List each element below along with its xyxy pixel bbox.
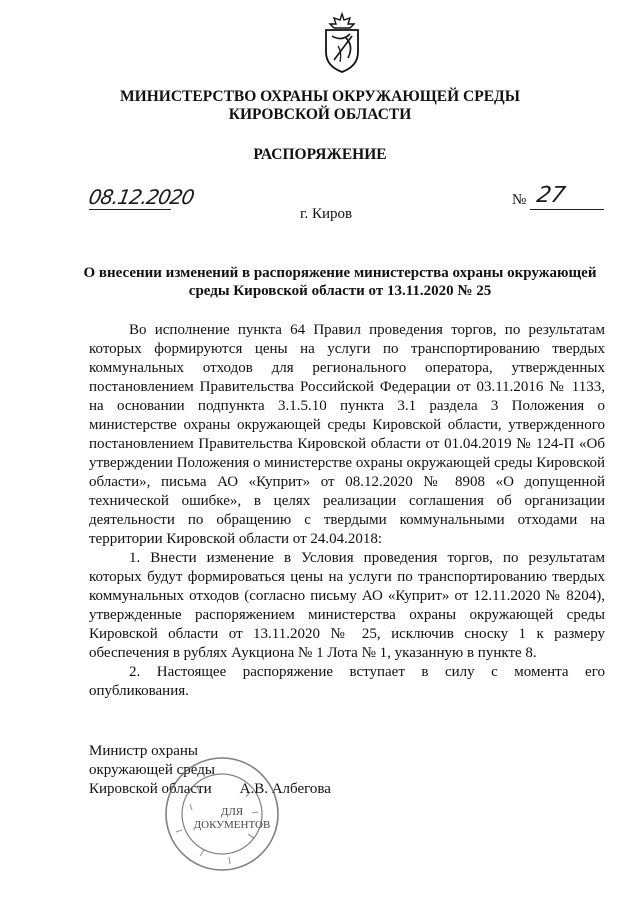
number-label: № [512,192,527,208]
date-underline [89,209,171,210]
stamp-text [190,806,274,832]
body-paragraph-item-1: 1. Внести изменение в Условия проведения торгов, по результатам которых будут формироваться цены на услуги по транспортированию твердых коммунальных отходов (согласно письму АО «Куприт» от 12.11.2020 № 8204), утвержденные распоряжением министерства охраны окружающей среды Кировской области от 13.11.2020 № 25, исключив сноску 1 к размеру обеспечения в рублях Аукциона № 1 Лота № 1, указанную в пункте 8. [89,550,605,661]
signature-title-3: Кировской области [89,781,212,797]
document-number: 27 [534,183,568,208]
document-body [89,321,605,701]
document-date: 08.12.2020 [86,185,196,209]
stamp-line-1: ДЛЯ [220,806,244,818]
ministry-name [60,88,580,124]
signature-title-1: Министр охраны [89,743,198,759]
signature-title-2: окружающей среды [89,762,215,778]
signatory-name: А.В. Албегова [239,781,331,797]
ministry-line-1: МИНИСТЕРСТВО ОХРАНЫ ОКРУЖАЮЩЕЙ СРЕДЫ [120,88,520,105]
body-paragraph-item-2: 2. Настоящее распоряжение вступает в силу с момента его опубликования. [89,664,605,699]
subject-line-1: О внесении изменений в распоряжение министерства охраны окружающей [83,265,597,281]
city: г. Киров [300,206,353,222]
number-underline [530,209,604,210]
coat-of-arms-icon [320,12,364,74]
document-subject [80,264,600,300]
ministry-line-2: КИРОВСКОЙ ОБЛАСТИ [228,106,412,123]
stamp-line-2: ДОКУМЕНТОВ [193,819,271,831]
body-paragraph-preamble: Во исполнение пункта 64 Правил проведения торгов, по результатам которых формируются цены на услуги по транспортированию твердых коммунальных отходов для регионального оператора, утвержденных постановлением Правительства Российской Федерации от 03.11.2016 № 1133, на основании подпункта 3.1.5.10 пункта 3.1 раздела 3 Положения о министерстве охраны окружающей среды Кировской области, утвержденного постановлением Правительства Кировской области от 01.04.2019 № 124-П «Об утверждении Положения о министерстве охраны окружающей среды Кировской области», письма АО «Куприт» от 08.12.2020 № 8908 «О допущенной технической ошибке», в целях реализации соглашения об организации деятельности по обращению с твердыми коммунальными отходами на территории Кировской области от 24.04.2018: [89,322,605,547]
document-type: РАСПОРЯЖЕНИЕ [253,146,387,163]
subject-line-2: среды Кировской области от 13.11.2020 № 25 [188,283,492,299]
